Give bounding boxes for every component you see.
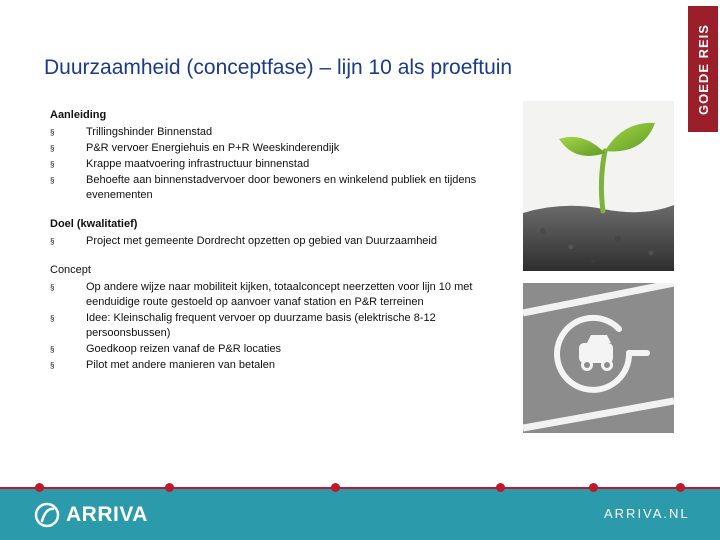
bullet-marker: § bbox=[50, 176, 55, 185]
section-heading-concept: Concept bbox=[50, 264, 91, 276]
bullet-marker: § bbox=[50, 314, 55, 323]
list-item bbox=[50, 358, 520, 373]
list-item-text: Goedkoop reizen vanaf de P&R locaties bbox=[86, 343, 282, 355]
bullet-marker: § bbox=[50, 128, 55, 137]
list-item bbox=[50, 173, 520, 203]
bullet-marker: § bbox=[50, 237, 55, 246]
section-heading-doel: Doel (kwalitatief) bbox=[50, 218, 138, 230]
section-aanleiding bbox=[50, 108, 520, 203]
bullet-list-doel bbox=[50, 234, 520, 249]
footer-dot bbox=[589, 483, 598, 492]
list-item-text: Trillingshinder Binnenstad bbox=[86, 126, 213, 138]
bullet-marker: § bbox=[50, 361, 55, 370]
list-item-text: Behoefte aan binnenstadvervoer door bewoners en winkelend publiek en tijdens evenementen bbox=[86, 174, 477, 201]
bullet-marker: § bbox=[50, 345, 55, 354]
goede-reis-badge bbox=[688, 6, 718, 132]
arriva-logo bbox=[34, 502, 148, 528]
list-item-text: Project met gemeente Dordrecht opzetten op gebied van Duurzaamheid bbox=[86, 235, 437, 247]
bullet-marker: § bbox=[50, 144, 55, 153]
bullet-marker: § bbox=[50, 160, 55, 169]
content-text bbox=[50, 108, 520, 387]
bullet-list-concept bbox=[50, 280, 520, 373]
bullet-marker: § bbox=[50, 283, 55, 292]
arriva-logo-icon bbox=[34, 502, 60, 528]
list-item bbox=[50, 125, 520, 140]
footer-url: ARRIVA.NL bbox=[604, 506, 690, 521]
section-heading-aanleiding: Aanleiding bbox=[50, 109, 107, 121]
sprout-photo bbox=[523, 101, 674, 271]
list-item-text: P&R vervoer Energiehuis en P+R Weeskinderendijk bbox=[86, 142, 340, 154]
list-item bbox=[50, 157, 520, 172]
logo-text: ARRIVA bbox=[66, 503, 148, 526]
footer-dot bbox=[676, 483, 685, 492]
bullet-list-aanleiding bbox=[50, 125, 520, 203]
footer-red-line bbox=[0, 487, 720, 489]
list-item-text: Krappe maatvoering infrastructuur binnenstad bbox=[86, 158, 310, 170]
list-item bbox=[50, 311, 520, 341]
list-item bbox=[50, 342, 520, 357]
footer-dot bbox=[165, 483, 174, 492]
list-item-text: Idee: Kleinschalig frequent vervoer op duurzame basis (elektrische 8-12 persoonsbussen) bbox=[86, 312, 436, 339]
list-item-text: Pilot met andere manieren van betalen bbox=[86, 359, 275, 371]
badge-text: GOEDE REIS bbox=[695, 23, 711, 115]
ev-charging-road-photo bbox=[523, 283, 674, 433]
list-item bbox=[50, 234, 520, 249]
footer-dot bbox=[35, 483, 44, 492]
list-item bbox=[50, 280, 520, 310]
slide-title: Duurzaamheid (conceptfase) – lijn 10 als proeftuin bbox=[44, 56, 513, 79]
list-item-text: Op andere wijze naar mobiliteit kijken, totaalconcept neerzetten voor lijn 10 met eenduidige route gestoeld op aanvoer vanaf station en P&R terreinen bbox=[86, 281, 473, 308]
section-doel bbox=[50, 217, 520, 249]
section-concept bbox=[50, 263, 520, 373]
list-item bbox=[50, 141, 520, 156]
footer-dot bbox=[496, 483, 505, 492]
footer-dot bbox=[331, 483, 340, 492]
